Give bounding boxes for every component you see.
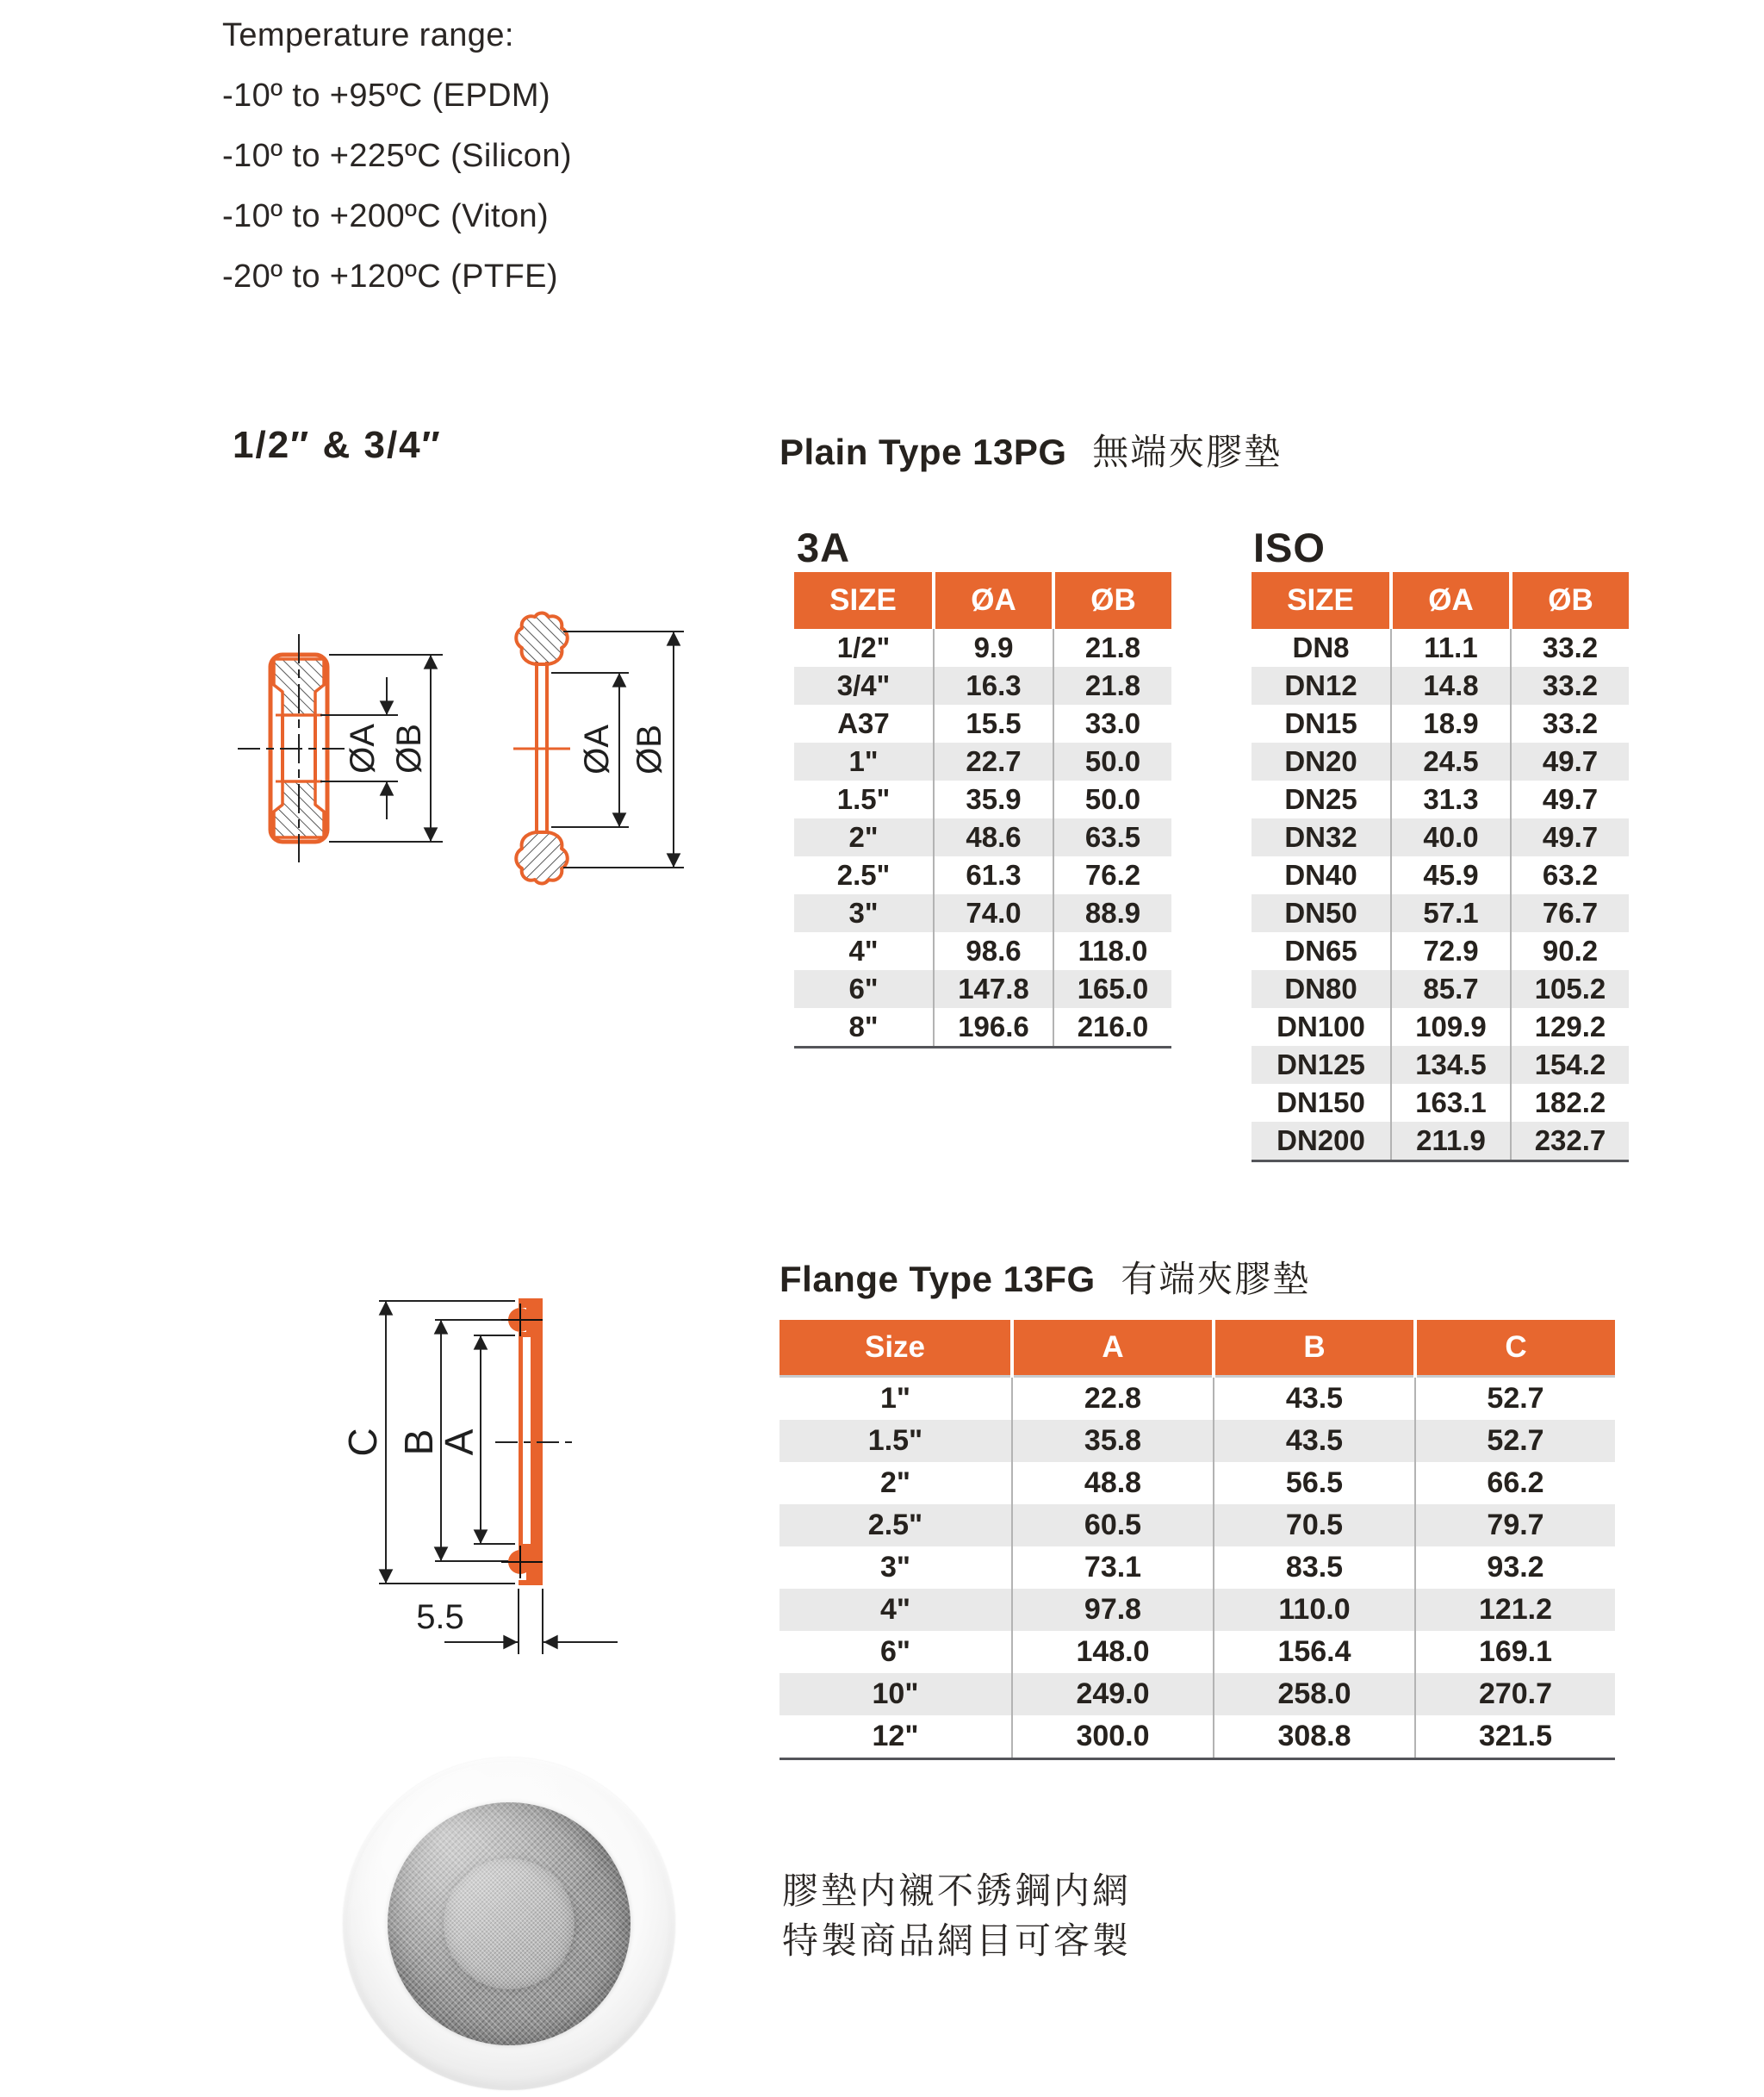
table-cell: 63.2 <box>1511 856 1629 894</box>
table-cell: 300.0 <box>1012 1715 1214 1759</box>
table-cell: 79.7 <box>1415 1504 1615 1546</box>
table-row <box>794 818 1171 856</box>
table-cell: 40.0 <box>1391 818 1511 856</box>
table-cell: 109.9 <box>1391 1008 1511 1046</box>
table-cell: DN32 <box>1252 818 1391 856</box>
table-cell: 18.9 <box>1391 705 1511 743</box>
table-label-3a: 3A <box>797 525 851 570</box>
table-cell: DN25 <box>1284 783 1357 815</box>
table-cell: 22.7 <box>934 743 1053 781</box>
table-cell: 33.0 <box>1053 705 1171 743</box>
table-cell: 21.8 <box>1053 667 1171 705</box>
table-cell: 1.5" <box>836 783 891 815</box>
table-cell: 4" <box>780 1589 1012 1631</box>
column-header: ØB <box>1511 572 1629 629</box>
table-cell: 90.2 <box>1511 932 1629 970</box>
table-row <box>794 781 1171 818</box>
table-cell: DN15 <box>1284 707 1357 739</box>
table-cell: 72.9 <box>1391 932 1511 970</box>
table-cell: 98.6 <box>934 932 1053 970</box>
table-cell: 169.1 <box>1415 1631 1615 1673</box>
table-row <box>1252 781 1629 818</box>
table-row <box>780 1673 1615 1715</box>
column-header: ØA <box>1391 572 1511 629</box>
dim-label-oa: ØA <box>578 725 616 775</box>
table-cell: 3" <box>794 894 934 932</box>
table-row <box>780 1546 1615 1589</box>
table-cell: 6" <box>879 1635 911 1668</box>
temperature-line-ptfe: -20º to +120ºC (PTFE) <box>222 258 558 295</box>
table-cell: 14.8 <box>1391 667 1511 705</box>
table-cell: 85.7 <box>1391 970 1511 1008</box>
table-row <box>780 1589 1615 1631</box>
table-row <box>794 856 1171 894</box>
table-cell: 66.2 <box>1415 1462 1615 1504</box>
table-cell: 148.0 <box>1012 1631 1214 1673</box>
table-cell: 1" <box>794 743 934 781</box>
table-cell: 3/4" <box>794 667 934 705</box>
product-photo <box>343 1758 675 2090</box>
table-cell: 49.7 <box>1511 818 1629 856</box>
table-cell: 2.5" <box>780 1504 1012 1546</box>
table-cell: 61.3 <box>934 856 1053 894</box>
table-cell: 147.8 <box>934 970 1053 1008</box>
thickness-dimension <box>444 1589 618 1654</box>
dim-label-oa: ØA <box>344 724 382 774</box>
table-cell: 258.0 <box>1214 1673 1415 1715</box>
table-cell: 45.9 <box>1391 856 1511 894</box>
column-header: C <box>1415 1320 1615 1377</box>
temperature-range-block <box>222 5 572 307</box>
table-cell: 52.7 <box>1415 1377 1615 1421</box>
table-row <box>1252 894 1629 932</box>
table-flange <box>780 1320 1615 1760</box>
table-cell: 1/2" <box>836 632 891 663</box>
table-row <box>1252 1084 1629 1122</box>
table-cell: 270.7 <box>1415 1673 1615 1715</box>
table-cell: DN125 <box>1252 1046 1391 1084</box>
table-row <box>1252 1008 1629 1046</box>
table-cell: 83.5 <box>1214 1546 1415 1589</box>
temperature-line-silicon: -10º to +225ºC (Silicon) <box>222 138 572 174</box>
table-cell: 12" <box>872 1720 919 1752</box>
plain-type-title-zh: 無端夾膠墊 <box>1092 432 1283 472</box>
table-cell: 22.8 <box>1012 1377 1214 1421</box>
table-row <box>780 1420 1615 1462</box>
table-row <box>780 1462 1615 1504</box>
column-header: ØA <box>934 572 1053 629</box>
table-cell: DN65 <box>1284 935 1357 967</box>
table-row <box>780 1377 1615 1421</box>
table-3a <box>794 572 1171 1048</box>
table-cell: 43.5 <box>1214 1420 1415 1462</box>
table-cell: 6" <box>794 970 934 1008</box>
table-row <box>794 629 1171 667</box>
table-row <box>1252 743 1629 781</box>
table-cell: DN40 <box>1284 859 1357 891</box>
table-row <box>794 667 1171 705</box>
table-cell: 2.5" <box>836 859 891 891</box>
table-cell: 11.1 <box>1391 629 1511 667</box>
dim-label-thickness: 5.5 <box>416 1598 464 1636</box>
plain-type-title-en: Plain Type 13PG <box>780 432 1067 472</box>
table-cell: DN150 <box>1276 1086 1365 1118</box>
flange-type-title-zh: 有端夾膠墊 <box>1121 1259 1311 1299</box>
table-cell: 74.0 <box>934 894 1053 932</box>
dim-label-c: C <box>340 1428 385 1457</box>
table-cell: 52.7 <box>1415 1420 1615 1462</box>
table-cell: 73.1 <box>1012 1546 1214 1589</box>
table-row <box>794 743 1171 781</box>
table-cell: 211.9 <box>1391 1122 1511 1161</box>
table-cell: 15.5 <box>934 705 1053 743</box>
table-cell: 50.0 <box>1053 743 1171 781</box>
thin-gasket-section <box>513 613 684 884</box>
table-row <box>794 1008 1171 1048</box>
table-row <box>1252 970 1629 1008</box>
table-cell: 24.5 <box>1391 743 1511 781</box>
plain-gasket-drawing <box>198 543 715 905</box>
column-header: ØB <box>1053 572 1171 629</box>
table-cell: 156.4 <box>1214 1631 1415 1673</box>
table-cell: 48.6 <box>934 818 1053 856</box>
table-cell: 43.5 <box>1214 1377 1415 1421</box>
table-cell: 110.0 <box>1214 1589 1415 1631</box>
header-row <box>794 572 1171 629</box>
table-cell: 3" <box>879 1551 911 1584</box>
dim-label-ob: ØB <box>630 725 668 775</box>
table-iso <box>1252 572 1629 1162</box>
note-line-2: 特製商品網目可客製 <box>782 1920 1132 1961</box>
table-cell: 165.0 <box>1053 970 1171 1008</box>
header-row <box>1252 572 1629 629</box>
table-cell: 35.9 <box>934 781 1053 818</box>
table-cell: 1.5" <box>780 1420 1012 1462</box>
table-cell: 33.2 <box>1511 705 1629 743</box>
table-cell: 97.8 <box>1012 1589 1214 1631</box>
dim-label-b: B <box>396 1428 441 1456</box>
table-cell: 9.9 <box>934 629 1053 667</box>
flange-type-heading <box>780 1251 1310 1303</box>
table-row <box>780 1715 1615 1759</box>
table-cell: 2" <box>879 1466 911 1499</box>
table-cell: 16.3 <box>934 667 1053 705</box>
mesh-screen-center <box>444 1858 575 1989</box>
table-cell: 154.2 <box>1511 1046 1629 1084</box>
table-cell: 56.5 <box>1214 1462 1415 1504</box>
table-row <box>1252 1046 1629 1084</box>
table-cell: 216.0 <box>1053 1008 1171 1048</box>
dim-label-ob: ØB <box>390 724 428 774</box>
table-cell: 76.2 <box>1053 856 1171 894</box>
table-cell: 93.2 <box>1415 1546 1615 1589</box>
table-cell: 308.8 <box>1214 1715 1415 1759</box>
table-row <box>794 894 1171 932</box>
flange-gasket-drawing <box>198 1241 629 1671</box>
table-cell: 249.0 <box>1012 1673 1214 1715</box>
size-heading: 1/2″ & 3/4″ <box>233 424 442 466</box>
table-cell: 105.2 <box>1511 970 1629 1008</box>
table-cell: A37 <box>837 707 890 739</box>
table-cell: 129.2 <box>1511 1008 1629 1046</box>
table-cell: 63.5 <box>1053 818 1171 856</box>
table-row <box>1252 856 1629 894</box>
table-cell: 48.8 <box>1012 1462 1214 1504</box>
table-cell: 31.3 <box>1391 781 1511 818</box>
header-row <box>780 1320 1615 1377</box>
table-row <box>780 1631 1615 1673</box>
table-cell: 49.7 <box>1511 743 1629 781</box>
temperature-line-viton: -10º to +200ºC (Viton) <box>222 198 550 234</box>
table-cell: 70.5 <box>1214 1504 1415 1546</box>
column-header: B <box>1214 1320 1415 1377</box>
dim-label-a: A <box>437 1428 481 1456</box>
table-cell: 57.1 <box>1391 894 1511 932</box>
temperature-title: Temperature range: <box>222 17 514 53</box>
table-row <box>1252 932 1629 970</box>
table-cell: 1" <box>879 1382 911 1415</box>
column-header: SIZE <box>794 572 934 629</box>
table-cell: DN8 <box>1292 632 1350 663</box>
table-row <box>1252 818 1629 856</box>
table-cell: 33.2 <box>1511 667 1629 705</box>
table-cell: DN100 <box>1276 1011 1365 1042</box>
table-cell: DN200 <box>1252 1122 1391 1161</box>
table-row <box>1252 705 1629 743</box>
table-cell: 4" <box>848 935 879 967</box>
table-cell: 10" <box>780 1673 1012 1715</box>
table-cell: 2" <box>794 818 934 856</box>
table-row <box>780 1504 1615 1546</box>
product-notes <box>782 1866 1131 1966</box>
table-cell: 60.5 <box>1012 1504 1214 1546</box>
table-cell: 134.5 <box>1391 1046 1511 1084</box>
table-row <box>794 705 1171 743</box>
table-cell: 118.0 <box>1053 932 1171 970</box>
table-cell: 76.7 <box>1511 894 1629 932</box>
table-cell: 321.5 <box>1415 1715 1615 1759</box>
table-cell: DN12 <box>1252 667 1391 705</box>
table-cell: 196.6 <box>934 1008 1053 1048</box>
thick-gasket-section <box>238 634 443 862</box>
table-row <box>1252 1122 1629 1161</box>
note-line-1: 膠墊内襯不銹鋼内網 <box>782 1870 1132 1911</box>
table-row <box>1252 629 1629 667</box>
table-cell: 163.1 <box>1391 1084 1511 1122</box>
flange-type-title-en: Flange Type 13FG <box>780 1259 1096 1299</box>
table-cell: 21.8 <box>1053 629 1171 667</box>
plain-type-heading <box>780 424 1282 476</box>
table-cell: 88.9 <box>1053 894 1171 932</box>
table-cell: 49.7 <box>1511 781 1629 818</box>
table-row <box>794 932 1171 970</box>
table-cell: 35.8 <box>1012 1420 1214 1462</box>
temperature-line-epdm: -10º to +95ºC (EPDM) <box>222 78 551 114</box>
table-row <box>1252 667 1629 705</box>
table-cell: DN50 <box>1252 894 1391 932</box>
table-cell: 121.2 <box>1415 1589 1615 1631</box>
column-header: Size <box>780 1320 1012 1377</box>
table-cell: 8" <box>848 1011 879 1042</box>
table-cell: 232.7 <box>1511 1122 1629 1161</box>
column-header: A <box>1012 1320 1214 1377</box>
table-cell: DN80 <box>1252 970 1391 1008</box>
table-cell: 50.0 <box>1053 781 1171 818</box>
table-label-iso: ISO <box>1253 525 1326 570</box>
table-cell: 33.2 <box>1511 629 1629 667</box>
table-row <box>794 970 1171 1008</box>
table-cell: 182.2 <box>1511 1084 1629 1122</box>
table-cell: DN20 <box>1252 743 1391 781</box>
column-header: SIZE <box>1252 572 1391 629</box>
